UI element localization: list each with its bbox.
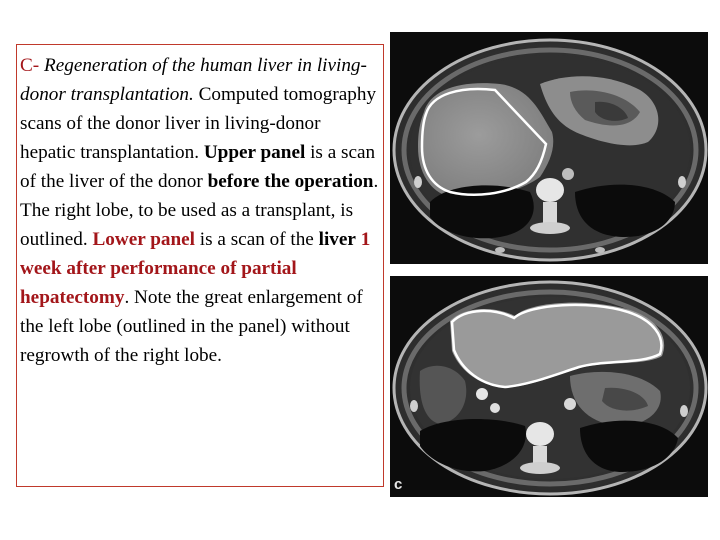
- caption-sentence-1: Computed tomography scans of the donor liver in living-donor hepatic transplantation.: [20, 84, 377, 163]
- before-operation-text: before the operation: [207, 171, 374, 192]
- caption-title: Regeneration of the human liver in living-donor transplantation.: [20, 55, 367, 105]
- ct-scan-upper-image: [390, 32, 708, 264]
- one-week-text: 1 week after performance of partial hepatectomy: [20, 229, 371, 308]
- caption-text: [20, 51, 379, 370]
- caption-sentence-2b: . The right lobe, to be used as a transplant, is outlined.: [20, 171, 379, 250]
- caption-sentence-3b: . Note the great enlargement of the left lobe (outlined in the panel) without regrowth of the right lobe.: [20, 287, 363, 366]
- caption-box: [16, 44, 384, 487]
- ct-scan-upper: [390, 32, 708, 264]
- panel-letter: c: [394, 476, 403, 493]
- caption-sentence-3a: is a scan of the: [199, 229, 314, 250]
- ct-scan-lower-image: [390, 276, 708, 497]
- lower-panel-label: Lower panel: [92, 229, 195, 250]
- ct-scan-lower: [390, 276, 708, 497]
- caption-label: C-: [20, 55, 40, 76]
- vertebra: [526, 422, 554, 446]
- vertebra: [536, 178, 564, 202]
- caption-sentence-2a: is a scan of the liver of the donor: [20, 142, 376, 192]
- liver-word: liver: [318, 229, 356, 250]
- upper-panel-label: Upper panel: [203, 142, 306, 163]
